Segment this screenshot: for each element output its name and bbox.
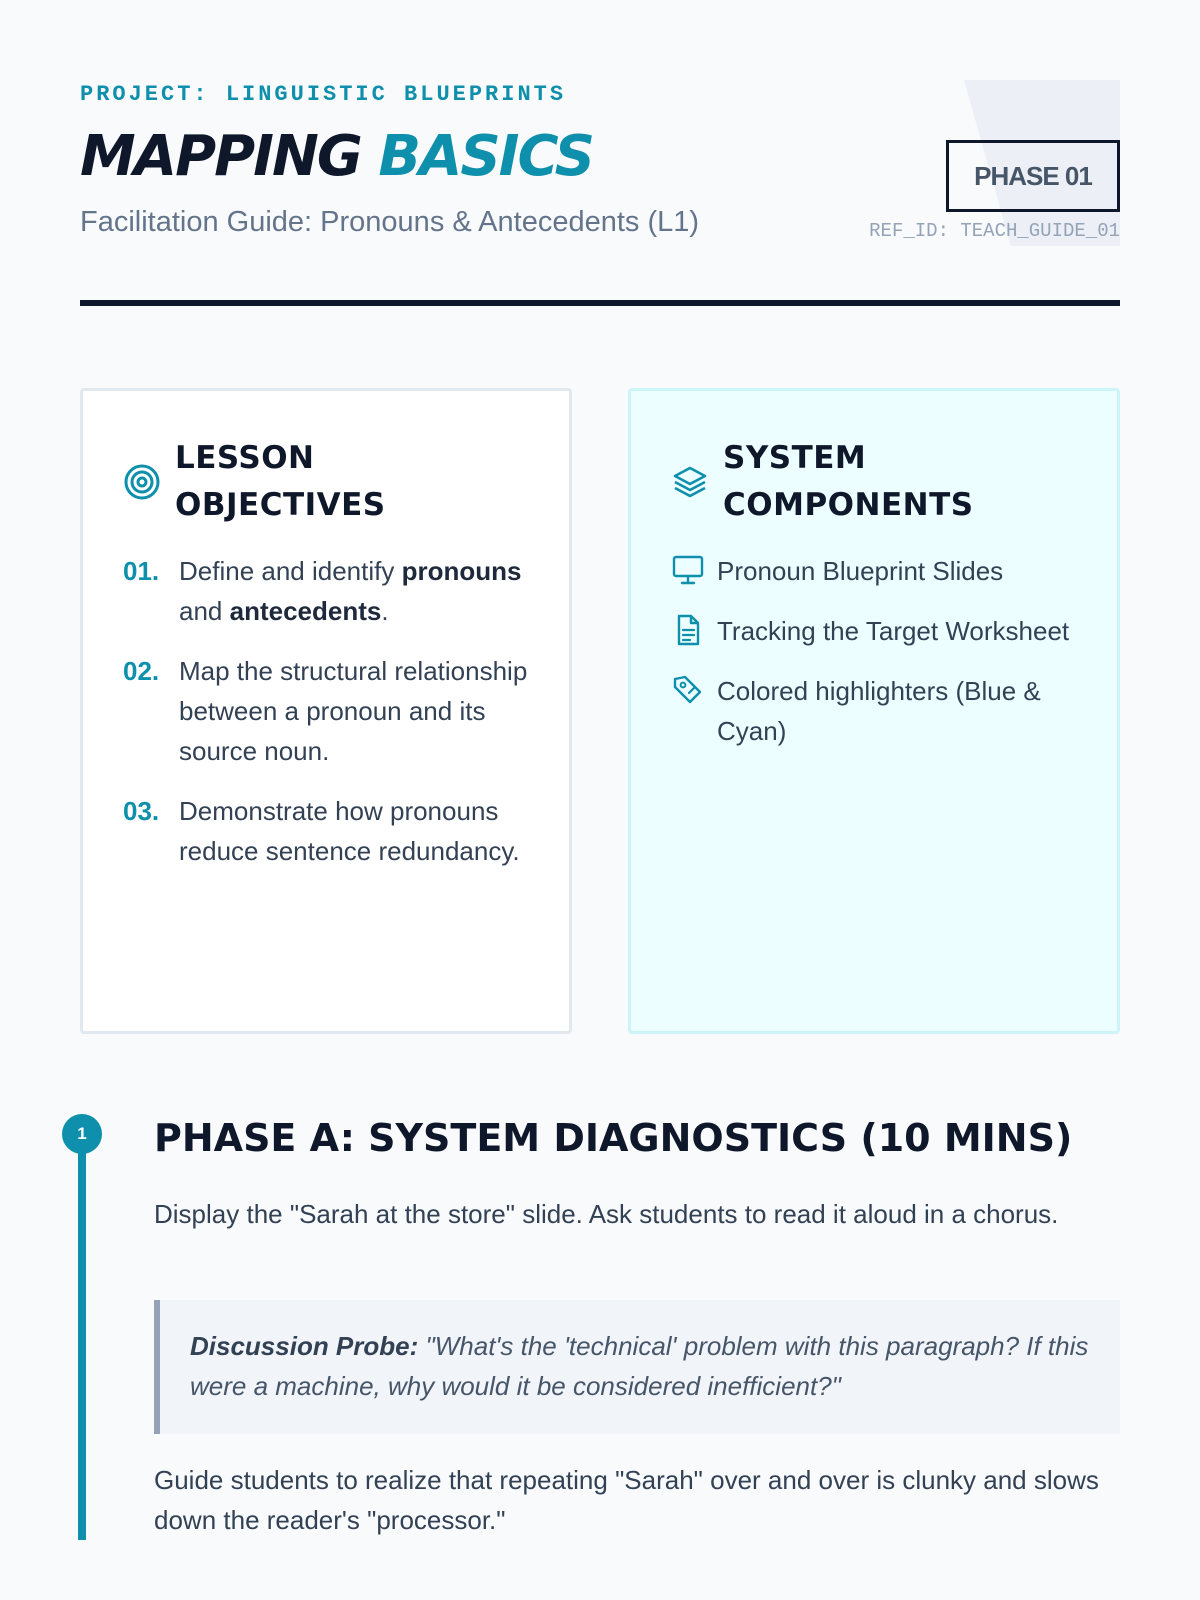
highlighter-icon bbox=[671, 673, 705, 707]
layers-icon bbox=[671, 463, 709, 501]
target-icon bbox=[123, 463, 161, 501]
item-number: 03. bbox=[123, 796, 160, 826]
system-components-card bbox=[628, 388, 1120, 1034]
item-text: Demonstrate how pronouns reduce sentence redundancy. bbox=[179, 796, 520, 866]
list-item bbox=[123, 551, 543, 631]
lesson-guide-page bbox=[77, 0, 1120, 1600]
lesson-objectives-card bbox=[80, 388, 572, 1034]
project-eyebrow: PROJECT: LINGUISTIC BLUEPRINTS bbox=[80, 82, 567, 107]
objectives-header bbox=[123, 435, 386, 529]
list-item bbox=[671, 671, 1091, 751]
discussion-probe bbox=[154, 1300, 1120, 1434]
component-label: Colored highlighters (Blue & Cyan) bbox=[717, 676, 1041, 746]
objectives-title: LESSON OBJECTIVES bbox=[175, 440, 386, 523]
components-list bbox=[671, 551, 1091, 771]
probe-text: "What's the 'technical' problem with this paragraph? If this were a machine, why would it be considered inefficient?" bbox=[190, 1331, 1089, 1401]
reference-id: REF_ID: TEACH_GUIDE_01 bbox=[869, 220, 1120, 242]
title-main: MAPPING bbox=[80, 124, 361, 189]
phase-badge: PHASE 01 bbox=[946, 140, 1120, 212]
phase-a-outro: Guide students to realize that repeating "Sarah" over and over is clunky and slows down the reader's "processor." bbox=[154, 1465, 1099, 1535]
item-number: 02. bbox=[123, 656, 160, 686]
item-text: Define and identify pronouns and antecedents. bbox=[179, 556, 522, 626]
header-divider bbox=[80, 300, 1120, 306]
components-title: SYSTEM COMPONENTS bbox=[723, 440, 974, 523]
page-subtitle: Facilitation Guide: Pronouns & Antecedents (L1) bbox=[80, 206, 700, 238]
timeline-bar bbox=[78, 1124, 86, 1540]
objectives-list bbox=[123, 551, 543, 891]
component-label: Tracking the Target Worksheet bbox=[717, 616, 1070, 646]
probe-label: Discussion Probe: bbox=[190, 1331, 419, 1361]
monitor-icon bbox=[671, 553, 705, 587]
component-label: Pronoun Blueprint Slides bbox=[717, 556, 1004, 586]
phase-a-intro: Display the "Sarah at the store" slide. Ask students to read it aloud in a chorus. bbox=[154, 1199, 1059, 1229]
list-item bbox=[123, 791, 543, 871]
item-text: Map the structural relationship between a pronoun and its source noun. bbox=[179, 656, 528, 766]
phase-a-title: PHASE A: SYSTEM DIAGNOSTICS (10 MINS) bbox=[154, 1116, 1073, 1160]
list-item bbox=[671, 611, 1091, 651]
title-accent: BASICS bbox=[378, 124, 593, 189]
step-marker: 1 bbox=[62, 1114, 102, 1154]
page-title bbox=[80, 124, 593, 189]
item-number: 01. bbox=[123, 556, 160, 586]
list-item bbox=[123, 651, 543, 771]
list-item bbox=[671, 551, 1091, 591]
document-icon bbox=[671, 613, 705, 647]
components-header bbox=[671, 435, 974, 529]
